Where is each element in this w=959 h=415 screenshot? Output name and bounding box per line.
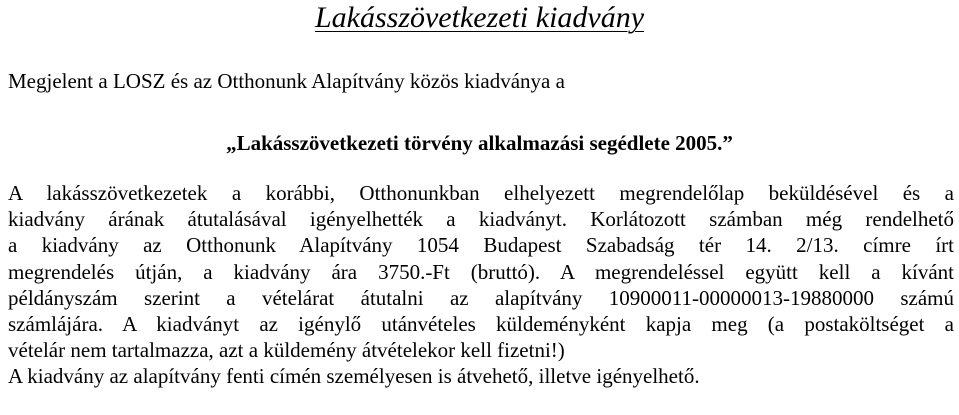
intro-paragraph: Megjelent a LOSZ és az Otthonunk Alapítvány közös kiadványa a xyxy=(8,69,565,93)
body-line: A lakásszövetkezetek a korábbi, Otthonunkban elhelyezett megrendelőlap beküldésével és a xyxy=(8,181,954,205)
body-line: A kiadvány az alapítvány fenti címén személyesen is átvehető, illetve igényelhető. xyxy=(8,364,700,389)
body-line: példányszám szerint a vételárat átutalni az alapítvány 10900011-00000013-19880000 számú xyxy=(8,285,954,310)
body-line: vételár nem tartalmazza, azt a küldemény átvételekor kell fizetni!) xyxy=(8,338,565,363)
page-title: Lakásszövetkezeti kiadvány xyxy=(314,1,645,34)
body-line: megrendelés útján, a kiadvány ára 3750.-Ft (bruttó). A megrendeléssel együtt kell a kívánt xyxy=(8,259,954,284)
body-paragraph xyxy=(8,180,954,390)
body-line: kiadvány árának átutalásával igényelhették a kiadványt. Korlátozott számban még rendelhető xyxy=(8,207,954,232)
body-line: a kiadvány az Otthonunk Alapítvány 1054 Budapest Szabadság tér 14. 2/13. címre írt xyxy=(8,233,954,258)
body-line: számlájára. A kiadványt az igénylő utánvételes küldeményként kapja meg (a postaköltséget a xyxy=(8,312,954,337)
publication-title: „Lakásszövetkezeti törvény alkalmazási segédlete 2005.” xyxy=(226,131,733,155)
